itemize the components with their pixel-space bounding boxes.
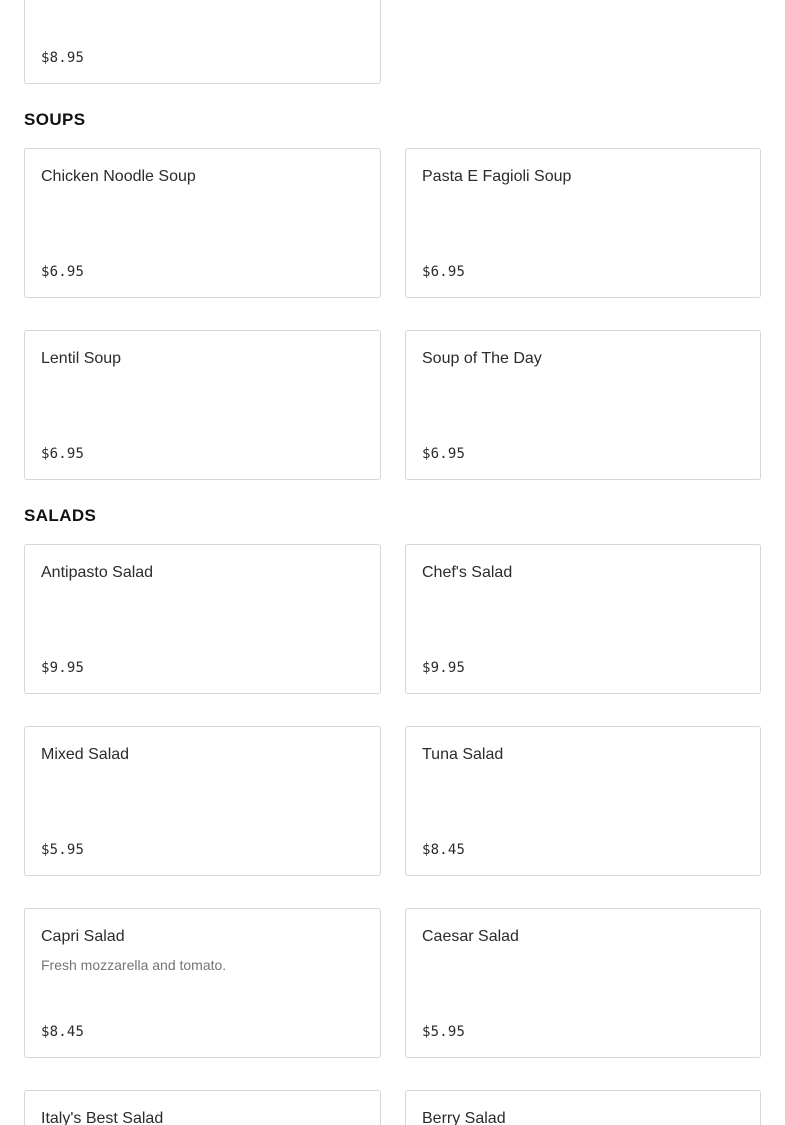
item-price: $5.95: [41, 842, 85, 858]
item-name: Chef's Salad: [422, 564, 513, 581]
menu-item-card[interactable]: [24, 0, 381, 84]
item-name: Italy's Best Salad: [41, 1110, 164, 1125]
menu-item-card[interactable]: [24, 544, 381, 694]
item-name: Lentil Soup: [41, 350, 122, 367]
menu-item-card[interactable]: [405, 330, 761, 480]
item-price: $8.95: [41, 50, 85, 66]
item-name: Chicken Noodle Soup: [41, 168, 196, 185]
menu-item-card[interactable]: [24, 1090, 381, 1125]
menu-item-card[interactable]: [24, 726, 381, 876]
menu-item-card[interactable]: [24, 148, 381, 298]
item-name: Soup of The Day: [422, 350, 542, 367]
item-price: $6.95: [41, 446, 85, 462]
item-name: Caesar Salad: [422, 928, 519, 945]
item-price: $9.95: [422, 660, 466, 676]
item-price: $9.95: [41, 660, 85, 676]
item-name: Mixed Salad: [41, 746, 130, 763]
menu-item-card[interactable]: [24, 908, 381, 1058]
item-description: Fresh mozzarella and tomato.: [41, 957, 227, 973]
section-title-soups: SOUPS: [24, 110, 86, 129]
item-name: Berry Salad: [422, 1110, 506, 1125]
menu-item-card[interactable]: [405, 544, 761, 694]
item-price: $8.45: [41, 1024, 85, 1040]
menu-item-card[interactable]: [405, 726, 761, 876]
menu-item-card[interactable]: [24, 330, 381, 480]
item-price: $8.45: [422, 842, 466, 858]
menu-item-card[interactable]: [405, 908, 761, 1058]
menu-item-card[interactable]: [405, 148, 761, 298]
item-price: $6.95: [422, 264, 466, 280]
item-price: $5.95: [422, 1024, 466, 1040]
item-price: $6.95: [422, 446, 466, 462]
section-title-salads: SALADS: [24, 506, 97, 525]
menu-item-card[interactable]: [405, 1090, 761, 1125]
item-name: Pasta E Fagioli Soup: [422, 168, 572, 185]
item-name: Capri Salad: [41, 928, 125, 945]
item-name: Antipasto Salad: [41, 564, 154, 581]
item-name: Tuna Salad: [422, 746, 504, 763]
item-price: $6.95: [41, 264, 85, 280]
